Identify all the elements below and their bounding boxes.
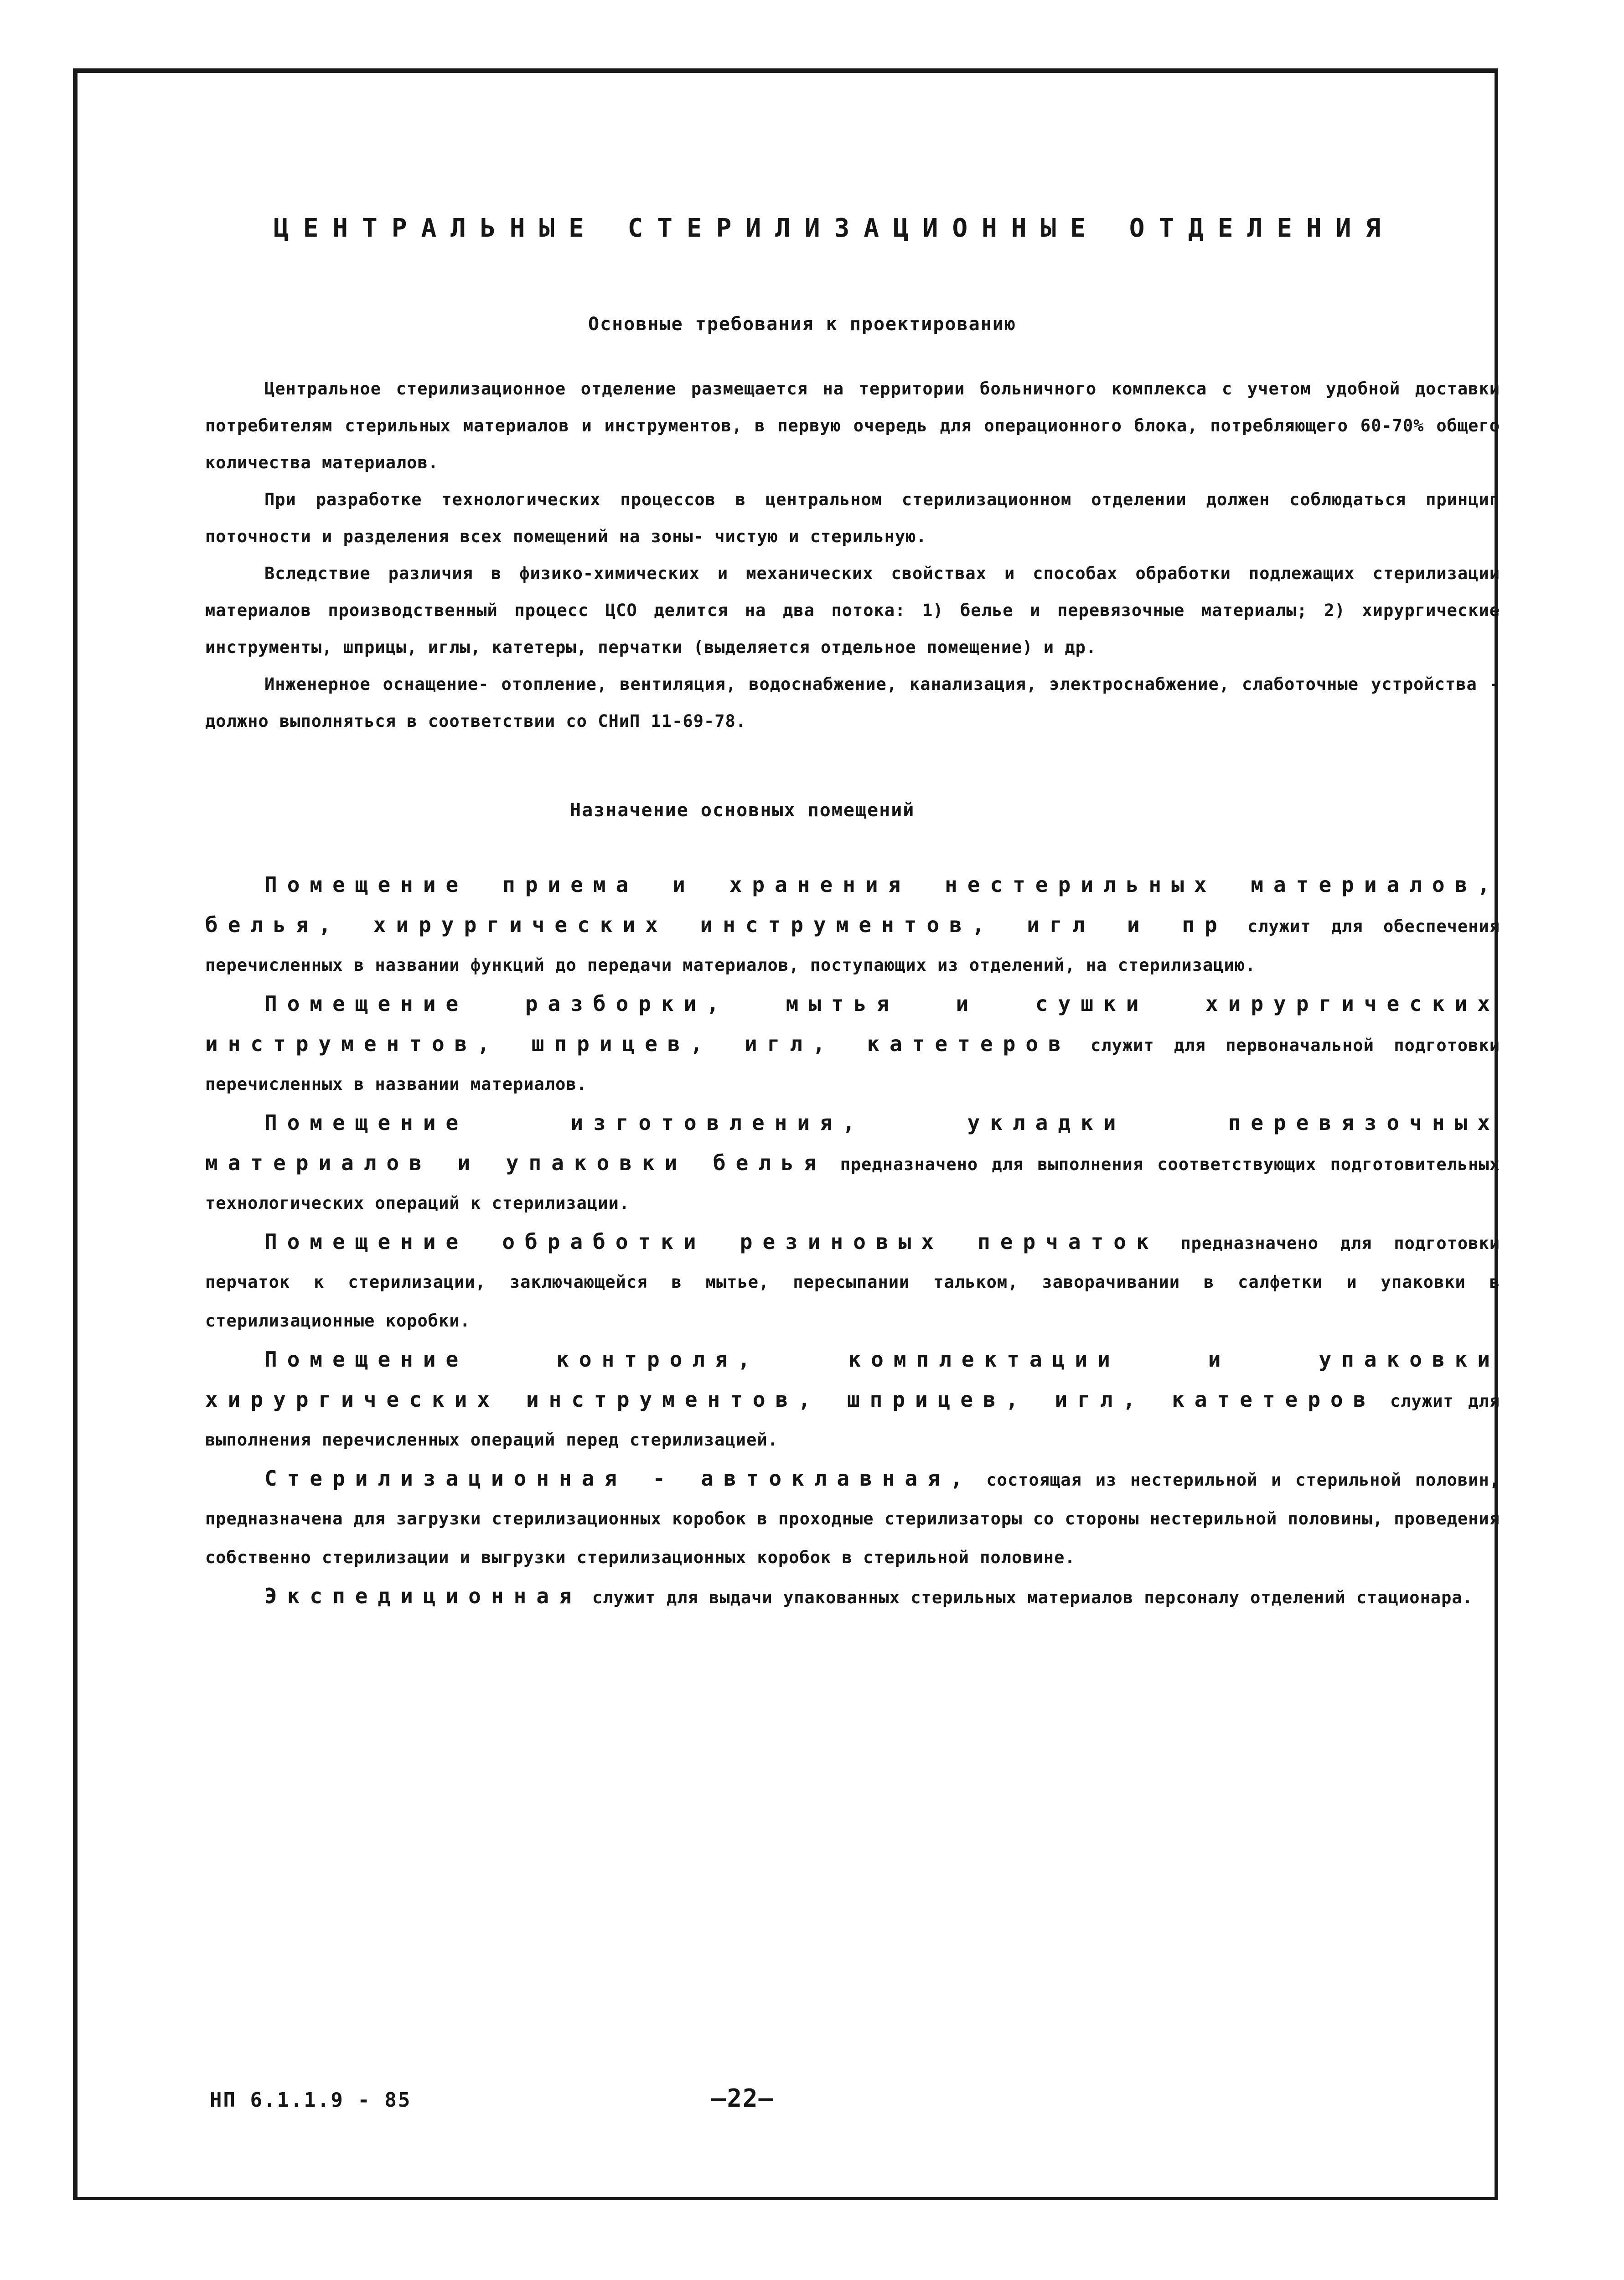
section-heading-rooms: Назначение основных помещений [570, 800, 915, 821]
room-description: служит для обеспечения перечисленных в названии функций до передачи материалов, поступающих из отделений, на стерилизацию. [205, 917, 1500, 975]
room-name: Стерилизационная - автоклавная, [264, 1466, 973, 1491]
room-description: служит для выполнения перечисленных операций перед стерилизацией. [205, 1391, 1500, 1450]
room-item [205, 1577, 1500, 1617]
paragraph: Центральное стерилизационное отделение размещается на территории больничного комплекса с учетом удобной доставки потребителям стерильных материалов и инструментов, в первую очередь для операционного блока, потребляющего 60-70% общего количества материалов. [205, 379, 1500, 472]
room-name: Экспедиционная [264, 1584, 582, 1608]
room-item [205, 1340, 1500, 1459]
room-description: служит для выдачи упакованных стерильных материалов персоналу отделений стационара. [592, 1588, 1473, 1607]
room-description: служит для первоначальной подготовки перечисленных в названии материалов. [205, 1036, 1500, 1094]
room-item [205, 1104, 1500, 1223]
room-name: Помещение приема и хранения нестерильных материалов, белья, хирургических инструментов, игл и пр [205, 872, 1500, 937]
room-description: предназначено для подготовки перчаток к стерилизации, заключающейся в мытье, пересыпании тальком, заворачивании в салфетки и упаковки в стерилизационные коробки. [205, 1233, 1500, 1331]
room-name: Помещение разборки, мытья и сушки хирургических инструментов, шприцев, игл, катетеров [205, 991, 1500, 1056]
room-name: Помещение изготовления, укладки перевязочных материалов и упаковки белья [205, 1110, 1500, 1175]
room-item [205, 985, 1500, 1104]
room-description: предназначено для выполнения соответствующих подготовительных технологических операций к стерилизации. [205, 1155, 1500, 1213]
room-name: Помещение контроля, комплектации и упаковки хирургических инструментов, шприцев, игл, катетеров [205, 1347, 1500, 1412]
room-item [205, 1223, 1500, 1340]
page-title: ЦЕНТРАЛЬНЫЕ СТЕРИЛИЗАЦИОННЫЕ ОТДЕЛЕНИЯ [274, 213, 1395, 243]
paragraph: Инженерное оснащение- отопление, вентиляция, водоснабжение, канализация, электроснабжение, слаботочные устройства - должно выполняться в соответствии со СНиП 11-69-78. [205, 674, 1500, 731]
room-item [205, 1459, 1500, 1577]
paragraph: Вследствие различия в физико-химических и механических свойствах и способах обработки подлежащих стерилизации материалов производственный процесс ЦСО делится на два потока: 1) белье и перевязочные материалы; 2) хирургические инструменты, шприцы, иглы, катетеры, перчатки (выделяется отдельное помещение) и др. [205, 564, 1500, 657]
room-description: состоящая из нестерильной и стерильной половин, предназначена для загрузки стерилизационных коробок в проходные стерилизаторы со стороны нестерильной половины, проведения собственно стерилизации и выгрузки стерилизационных коробок в стерильной половине. [205, 1470, 1500, 1567]
requirements-text [205, 370, 1500, 740]
paragraph: При разработке технологических процессов в центральном стерилизационном отделении должен соблюдаться принцип поточности и разделения всех помещений на зоны- чистую и стерильную. [205, 490, 1500, 546]
document-code: НП 6.1.1.9 - 85 [210, 2088, 412, 2112]
section-heading-requirements: Основные требования к проектированию [588, 314, 1016, 335]
page-number: —22— [711, 2084, 775, 2113]
room-item [205, 865, 1500, 985]
rooms-list [205, 865, 1500, 1617]
room-name: Помещение обработки резиновых перчаток [264, 1229, 1159, 1254]
